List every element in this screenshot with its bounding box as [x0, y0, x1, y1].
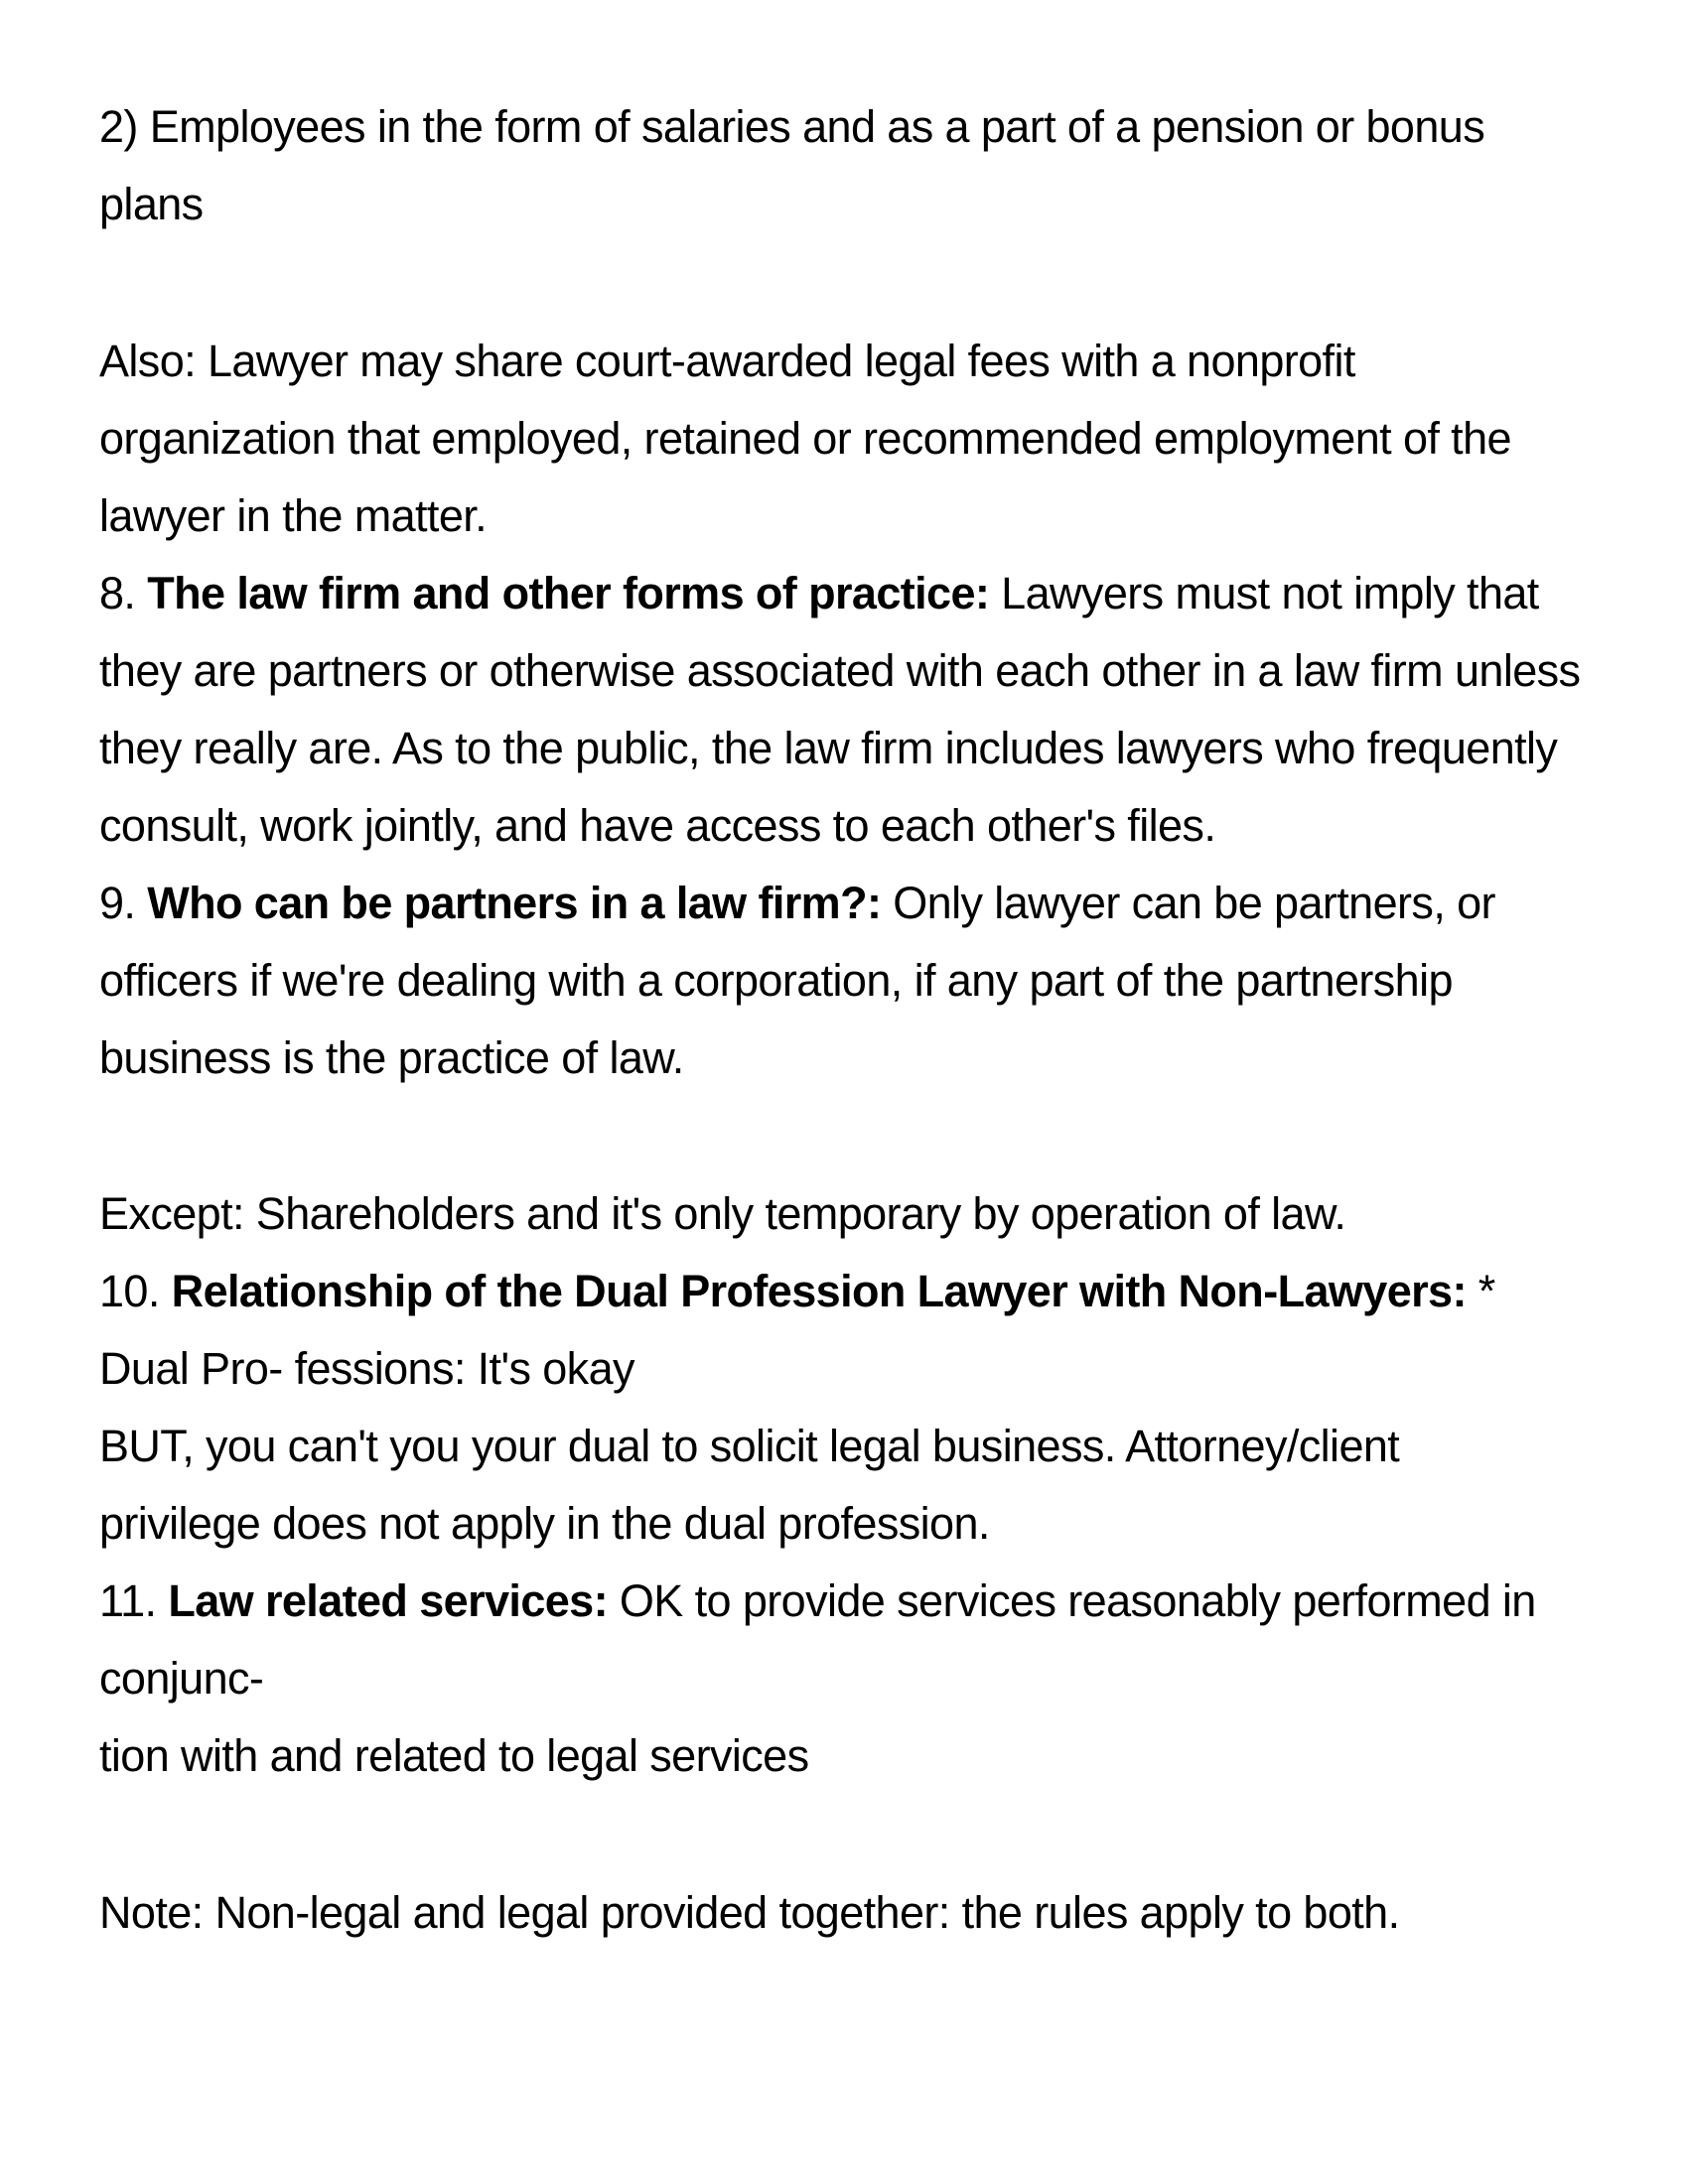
text-line: lawyer in the matter.	[99, 490, 488, 541]
text-line: they are partners or otherwise associated with each other in a law firm unless	[99, 645, 1581, 696]
text-line: Dual Pro- fessions: It's okay	[99, 1343, 634, 1394]
except-note: Except: Shareholders and it's only temporary by operation of law.	[99, 1188, 1346, 1239]
text-line: business is the practice of law.	[99, 1032, 684, 1083]
text-line: organization that employed, retained or recommended employment of the	[99, 413, 1511, 464]
section-number: 10.	[99, 1266, 172, 1316]
also-note: Also: Lawyer may share court-awarded legal fees with a nonprofit	[99, 336, 1355, 386]
section-11-heading	[99, 1571, 1536, 1631]
section-number: 8.	[99, 568, 148, 618]
text-line: conjunc-	[99, 1653, 264, 1704]
text-line: privilege does not apply in the dual profession.	[99, 1498, 990, 1549]
section-title: Who can be partners in a law firm?:	[147, 878, 882, 928]
text-line: plans	[99, 179, 204, 229]
text-line: BUT, you can't you your dual to solicit legal business. Attorney/client	[99, 1421, 1400, 1471]
list-item-employees: 2) Employees in the form of salaries and as a part of a pension or bonus	[99, 101, 1485, 152]
section-number: 9.	[99, 878, 148, 928]
section-title: The law firm and other forms of practice:	[147, 568, 990, 618]
section-number: 11.	[99, 1575, 169, 1626]
text-line: officers if we're dealing with a corporation, if any part of the partnership	[99, 955, 1453, 1006]
section-text: Only lawyer can be partners, or	[881, 878, 1495, 928]
text-line: consult, work jointly, and have access to each other's files.	[99, 800, 1216, 851]
section-9-heading	[99, 874, 1495, 933]
section-10-heading	[99, 1262, 1495, 1321]
section-text: Lawyers must not imply that	[989, 568, 1539, 618]
section-text: OK to provide services reasonably performed in	[607, 1575, 1536, 1626]
section-text: *	[1466, 1266, 1495, 1316]
text-line: they really are. As to the public, the law firm includes lawyers who frequently	[99, 723, 1558, 773]
section-title: Relationship of the Dual Profession Lawyer with Non-Lawyers:	[171, 1266, 1467, 1316]
note-line: Note: Non-legal and legal provided together: the rules apply to both.	[99, 1887, 1400, 1938]
text-line: tion with and related to legal services	[99, 1730, 809, 1781]
section-title: Law related services:	[168, 1575, 608, 1626]
section-8-heading	[99, 564, 1539, 623]
